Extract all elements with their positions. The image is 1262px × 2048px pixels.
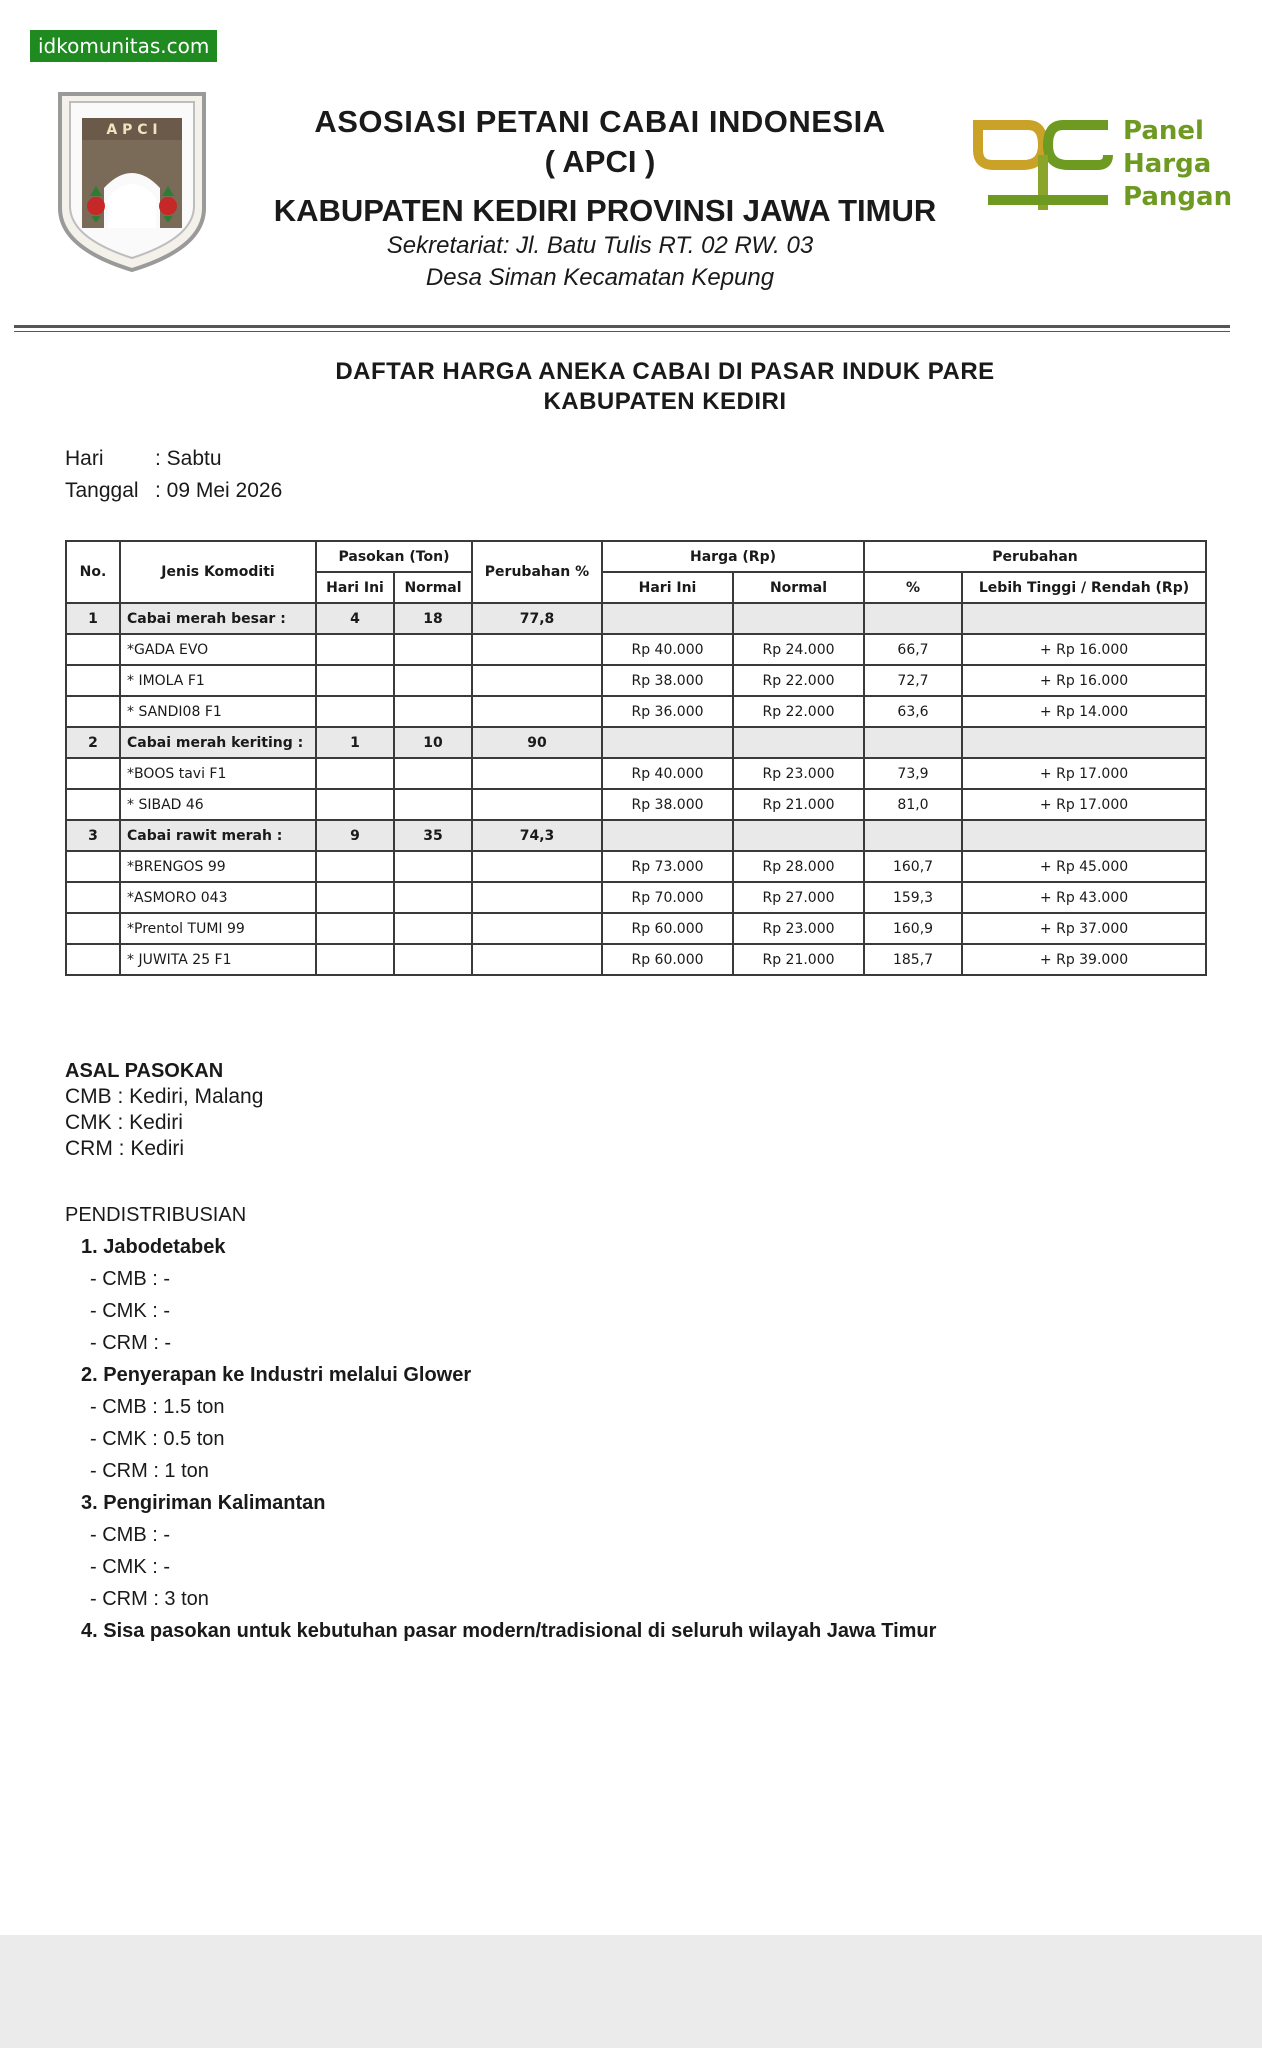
org-abbreviation: ( APCI ) (544, 144, 656, 179)
cell-pasokan-normal (394, 665, 472, 696)
cell-pct (864, 820, 962, 851)
tanggal-value: : 09 Mei 2026 (155, 479, 283, 502)
distribusi-item: - CRM : 3 ton (90, 1588, 209, 1610)
table-row (66, 944, 1206, 975)
distribusi-item: - CRM : 1 ton (90, 1460, 209, 1482)
cell-pasokan-hari-ini (316, 789, 394, 820)
cell-lebih: + Rp 43.000 (962, 882, 1206, 913)
cell-perubahan-pct (472, 696, 602, 727)
distribusi-item: - CMK : - (90, 1556, 170, 1578)
category-row (66, 603, 1206, 634)
category-row (66, 820, 1206, 851)
cell-pasokan-hari-ini: 9 (316, 820, 394, 851)
watermark-label: idkomunitas.com (30, 30, 217, 62)
cell-perubahan-pct (472, 665, 602, 696)
hari-label: Hari (65, 447, 104, 470)
cell-komoditi: *BOOS tavi F1 (120, 758, 316, 789)
distribusi-item: - CMB : - (90, 1524, 170, 1546)
cell-lebih (962, 820, 1206, 851)
table-row (66, 882, 1206, 913)
cell-no (66, 882, 120, 913)
cell-harga-normal: Rp 22.000 (733, 696, 864, 727)
address-line-2: Desa Siman Kecamatan Kepung (425, 264, 775, 291)
category-row (66, 727, 1206, 758)
asal-line: CMB : Kediri, Malang (65, 1085, 264, 1108)
cell-pct (864, 727, 962, 758)
cell-pasokan-normal (394, 634, 472, 665)
cell-harga-hari-ini: Rp 40.000 (602, 634, 733, 665)
cell-lebih: + Rp 37.000 (962, 913, 1206, 944)
tanggal-label: Tanggal (65, 479, 139, 502)
cell-lebih (962, 727, 1206, 758)
cell-lebih: + Rp 39.000 (962, 944, 1206, 975)
meta-hari (65, 447, 222, 471)
distribusi-group-title: 3. Pengiriman Kalimantan (81, 1492, 326, 1514)
cell-pct (864, 603, 962, 634)
asal-line: CRM : Kediri (65, 1137, 185, 1160)
cell-no (66, 634, 120, 665)
cell-pasokan-hari-ini: 1 (316, 727, 394, 758)
cell-pasokan-hari-ini (316, 913, 394, 944)
cell-perubahan-pct (472, 882, 602, 913)
cell-komoditi: * IMOLA F1 (120, 665, 316, 696)
header-komoditi: Jenis Komoditi (120, 541, 316, 603)
header-harga: Harga (Rp) (602, 541, 864, 572)
cell-harga-normal (733, 727, 864, 758)
header-pasokan-normal: Normal (394, 572, 472, 603)
cell-harga-normal: Rp 23.000 (733, 913, 864, 944)
cell-no (66, 944, 120, 975)
distribusi-item: - CMB : 1.5 ton (90, 1396, 225, 1418)
cell-pasokan-normal (394, 696, 472, 727)
cell-pct: 160,9 (864, 913, 962, 944)
distribusi-heading: PENDISTRIBUSIAN (65, 1204, 247, 1226)
header-perubahan-pct: Perubahan % (472, 541, 602, 603)
cell-lebih: + Rp 17.000 (962, 789, 1206, 820)
logo-line-panel: Panel (1123, 116, 1204, 146)
distribusi-group-title: 4. Sisa pasokan untuk kebutuhan pasar modern/tradisional di seluruh wilayah Jawa Timur (81, 1620, 937, 1642)
table-row (66, 665, 1206, 696)
header-pct: % (864, 572, 962, 603)
cell-perubahan-pct: 74,3 (472, 820, 602, 851)
header-divider-thin (14, 331, 1230, 332)
document-subtitle: KABUPATEN KEDIRI (543, 388, 787, 415)
cell-harga-hari-ini: Rp 36.000 (602, 696, 733, 727)
cell-pasokan-hari-ini (316, 665, 394, 696)
header-pasokan-hari-ini: Hari Ini (316, 572, 394, 603)
cell-pasokan-normal: 35 (394, 820, 472, 851)
cell-harga-normal: Rp 21.000 (733, 944, 864, 975)
cell-pasokan-normal (394, 882, 472, 913)
cell-lebih: + Rp 17.000 (962, 758, 1206, 789)
table-row (66, 851, 1206, 882)
cell-pasokan-hari-ini: 4 (316, 603, 394, 634)
cell-harga-hari-ini: Rp 38.000 (602, 789, 733, 820)
header-pasokan: Pasokan (Ton) (316, 541, 472, 572)
cell-harga-normal: Rp 28.000 (733, 851, 864, 882)
cell-no: 3 (66, 820, 120, 851)
cell-pct: 73,9 (864, 758, 962, 789)
cell-perubahan-pct (472, 913, 602, 944)
header-harga-hari-ini: Hari Ini (602, 572, 733, 603)
cell-pasokan-normal (394, 913, 472, 944)
cell-komoditi: *Prentol TUMI 99 (120, 913, 316, 944)
cell-harga-hari-ini: Rp 38.000 (602, 665, 733, 696)
table-row (66, 696, 1206, 727)
cell-harga-normal (733, 603, 864, 634)
cell-komoditi: *GADA EVO (120, 634, 316, 665)
address-line-1: Sekretariat: Jl. Batu Tulis RT. 02 RW. 03 (386, 232, 814, 259)
cell-harga-normal: Rp 24.000 (733, 634, 864, 665)
cell-no: 1 (66, 603, 120, 634)
logo-line-pangan: Pangan (1123, 182, 1233, 212)
cell-harga-normal: Rp 21.000 (733, 789, 864, 820)
cell-pasokan-hari-ini (316, 882, 394, 913)
cell-pasokan-hari-ini (316, 758, 394, 789)
cell-pasokan-hari-ini (316, 944, 394, 975)
cell-harga-hari-ini: Rp 60.000 (602, 913, 733, 944)
cell-komoditi: * SIBAD 46 (120, 789, 316, 820)
header-no: No. (66, 541, 120, 603)
cell-no (66, 696, 120, 727)
cell-no: 2 (66, 727, 120, 758)
cell-pct: 159,3 (864, 882, 962, 913)
header-harga-normal: Normal (733, 572, 864, 603)
distribusi-item: - CMB : - (90, 1268, 170, 1290)
cell-no (66, 851, 120, 882)
cell-harga-normal (733, 820, 864, 851)
cell-pasokan-normal: 18 (394, 603, 472, 634)
distribusi-item: - CMK : 0.5 ton (90, 1428, 225, 1450)
table-row (66, 758, 1206, 789)
cell-komoditi: *ASMORO 043 (120, 882, 316, 913)
cell-pct: 81,0 (864, 789, 962, 820)
footer-band (0, 1935, 1262, 2048)
logo-line-harga: Harga (1123, 149, 1212, 179)
meta-tanggal (65, 479, 282, 503)
distribusi-group-title: 2. Penyerapan ke Industri melalui Glower (81, 1364, 472, 1386)
cell-perubahan-pct (472, 758, 602, 789)
cell-perubahan-pct: 77,8 (472, 603, 602, 634)
sprout-logo-icon (968, 115, 1118, 215)
cell-perubahan-pct (472, 634, 602, 665)
cell-harga-normal: Rp 23.000 (733, 758, 864, 789)
cell-harga-hari-ini: Rp 40.000 (602, 758, 733, 789)
cell-no (66, 789, 120, 820)
apci-logo-icon (52, 88, 212, 274)
cell-lebih (962, 603, 1206, 634)
header-lebih: Lebih Tinggi / Rendah (Rp) (962, 572, 1206, 603)
cell-perubahan-pct (472, 944, 602, 975)
header-divider (14, 325, 1230, 328)
cell-no (66, 758, 120, 789)
cell-harga-normal: Rp 22.000 (733, 665, 864, 696)
cell-pasokan-normal (394, 758, 472, 789)
cell-harga-normal: Rp 27.000 (733, 882, 864, 913)
distribusi-group-title: 1. Jabodetabek (81, 1236, 226, 1258)
cell-pasokan-hari-ini (316, 634, 394, 665)
cell-pct: 72,7 (864, 665, 962, 696)
cell-lebih: + Rp 14.000 (962, 696, 1206, 727)
header-perubahan: Perubahan (864, 541, 1206, 572)
price-table (65, 540, 1207, 976)
cell-harga-hari-ini: Rp 70.000 (602, 882, 733, 913)
cell-pasokan-hari-ini (316, 851, 394, 882)
cell-harga-hari-ini (602, 820, 733, 851)
cell-lebih: + Rp 45.000 (962, 851, 1206, 882)
cell-komoditi: Cabai rawit merah : (120, 820, 316, 851)
cell-komoditi: *BRENGOS 99 (120, 851, 316, 882)
cell-komoditi: * SANDI08 F1 (120, 696, 316, 727)
cell-pasokan-normal: 10 (394, 727, 472, 758)
cell-pasokan-normal (394, 851, 472, 882)
asal-heading: ASAL PASOKAN (65, 1060, 224, 1082)
cell-harga-hari-ini: Rp 60.000 (602, 944, 733, 975)
table-row (66, 789, 1206, 820)
document-title: DAFTAR HARGA ANEKA CABAI DI PASAR INDUK PARE (335, 358, 995, 385)
org-region: KABUPATEN KEDIRI PROVINSI JAWA TIMUR (273, 193, 937, 228)
cell-no (66, 665, 120, 696)
hari-value: : Sabtu (155, 447, 222, 470)
cell-pasokan-hari-ini (316, 696, 394, 727)
cell-perubahan-pct (472, 789, 602, 820)
cell-pct: 63,6 (864, 696, 962, 727)
org-name: ASOSIASI PETANI CABAI INDONESIA (314, 104, 886, 139)
apci-logo-text: A P C I (106, 122, 158, 138)
cell-komoditi: Cabai merah keriting : (120, 727, 316, 758)
cell-harga-hari-ini (602, 727, 733, 758)
cell-komoditi: * JUWITA 25 F1 (120, 944, 316, 975)
cell-lebih: + Rp 16.000 (962, 634, 1206, 665)
distribusi-item: - CRM : - (90, 1332, 172, 1354)
cell-perubahan-pct: 90 (472, 727, 602, 758)
cell-no (66, 913, 120, 944)
cell-komoditi: Cabai merah besar : (120, 603, 316, 634)
cell-pct: 160,7 (864, 851, 962, 882)
table-row (66, 634, 1206, 665)
cell-harga-hari-ini (602, 603, 733, 634)
panel-harga-pangan-logo (968, 115, 1233, 220)
cell-pct: 185,7 (864, 944, 962, 975)
asal-section (65, 1060, 263, 1161)
asal-line: CMK : Kediri (65, 1111, 183, 1134)
cell-pasokan-normal (394, 944, 472, 975)
cell-harga-hari-ini: Rp 73.000 (602, 851, 733, 882)
cell-lebih: + Rp 16.000 (962, 665, 1206, 696)
distribusi-item: - CMK : - (90, 1300, 170, 1322)
cell-pasokan-normal (394, 789, 472, 820)
cell-perubahan-pct (472, 851, 602, 882)
table-row (66, 913, 1206, 944)
cell-pct: 66,7 (864, 634, 962, 665)
